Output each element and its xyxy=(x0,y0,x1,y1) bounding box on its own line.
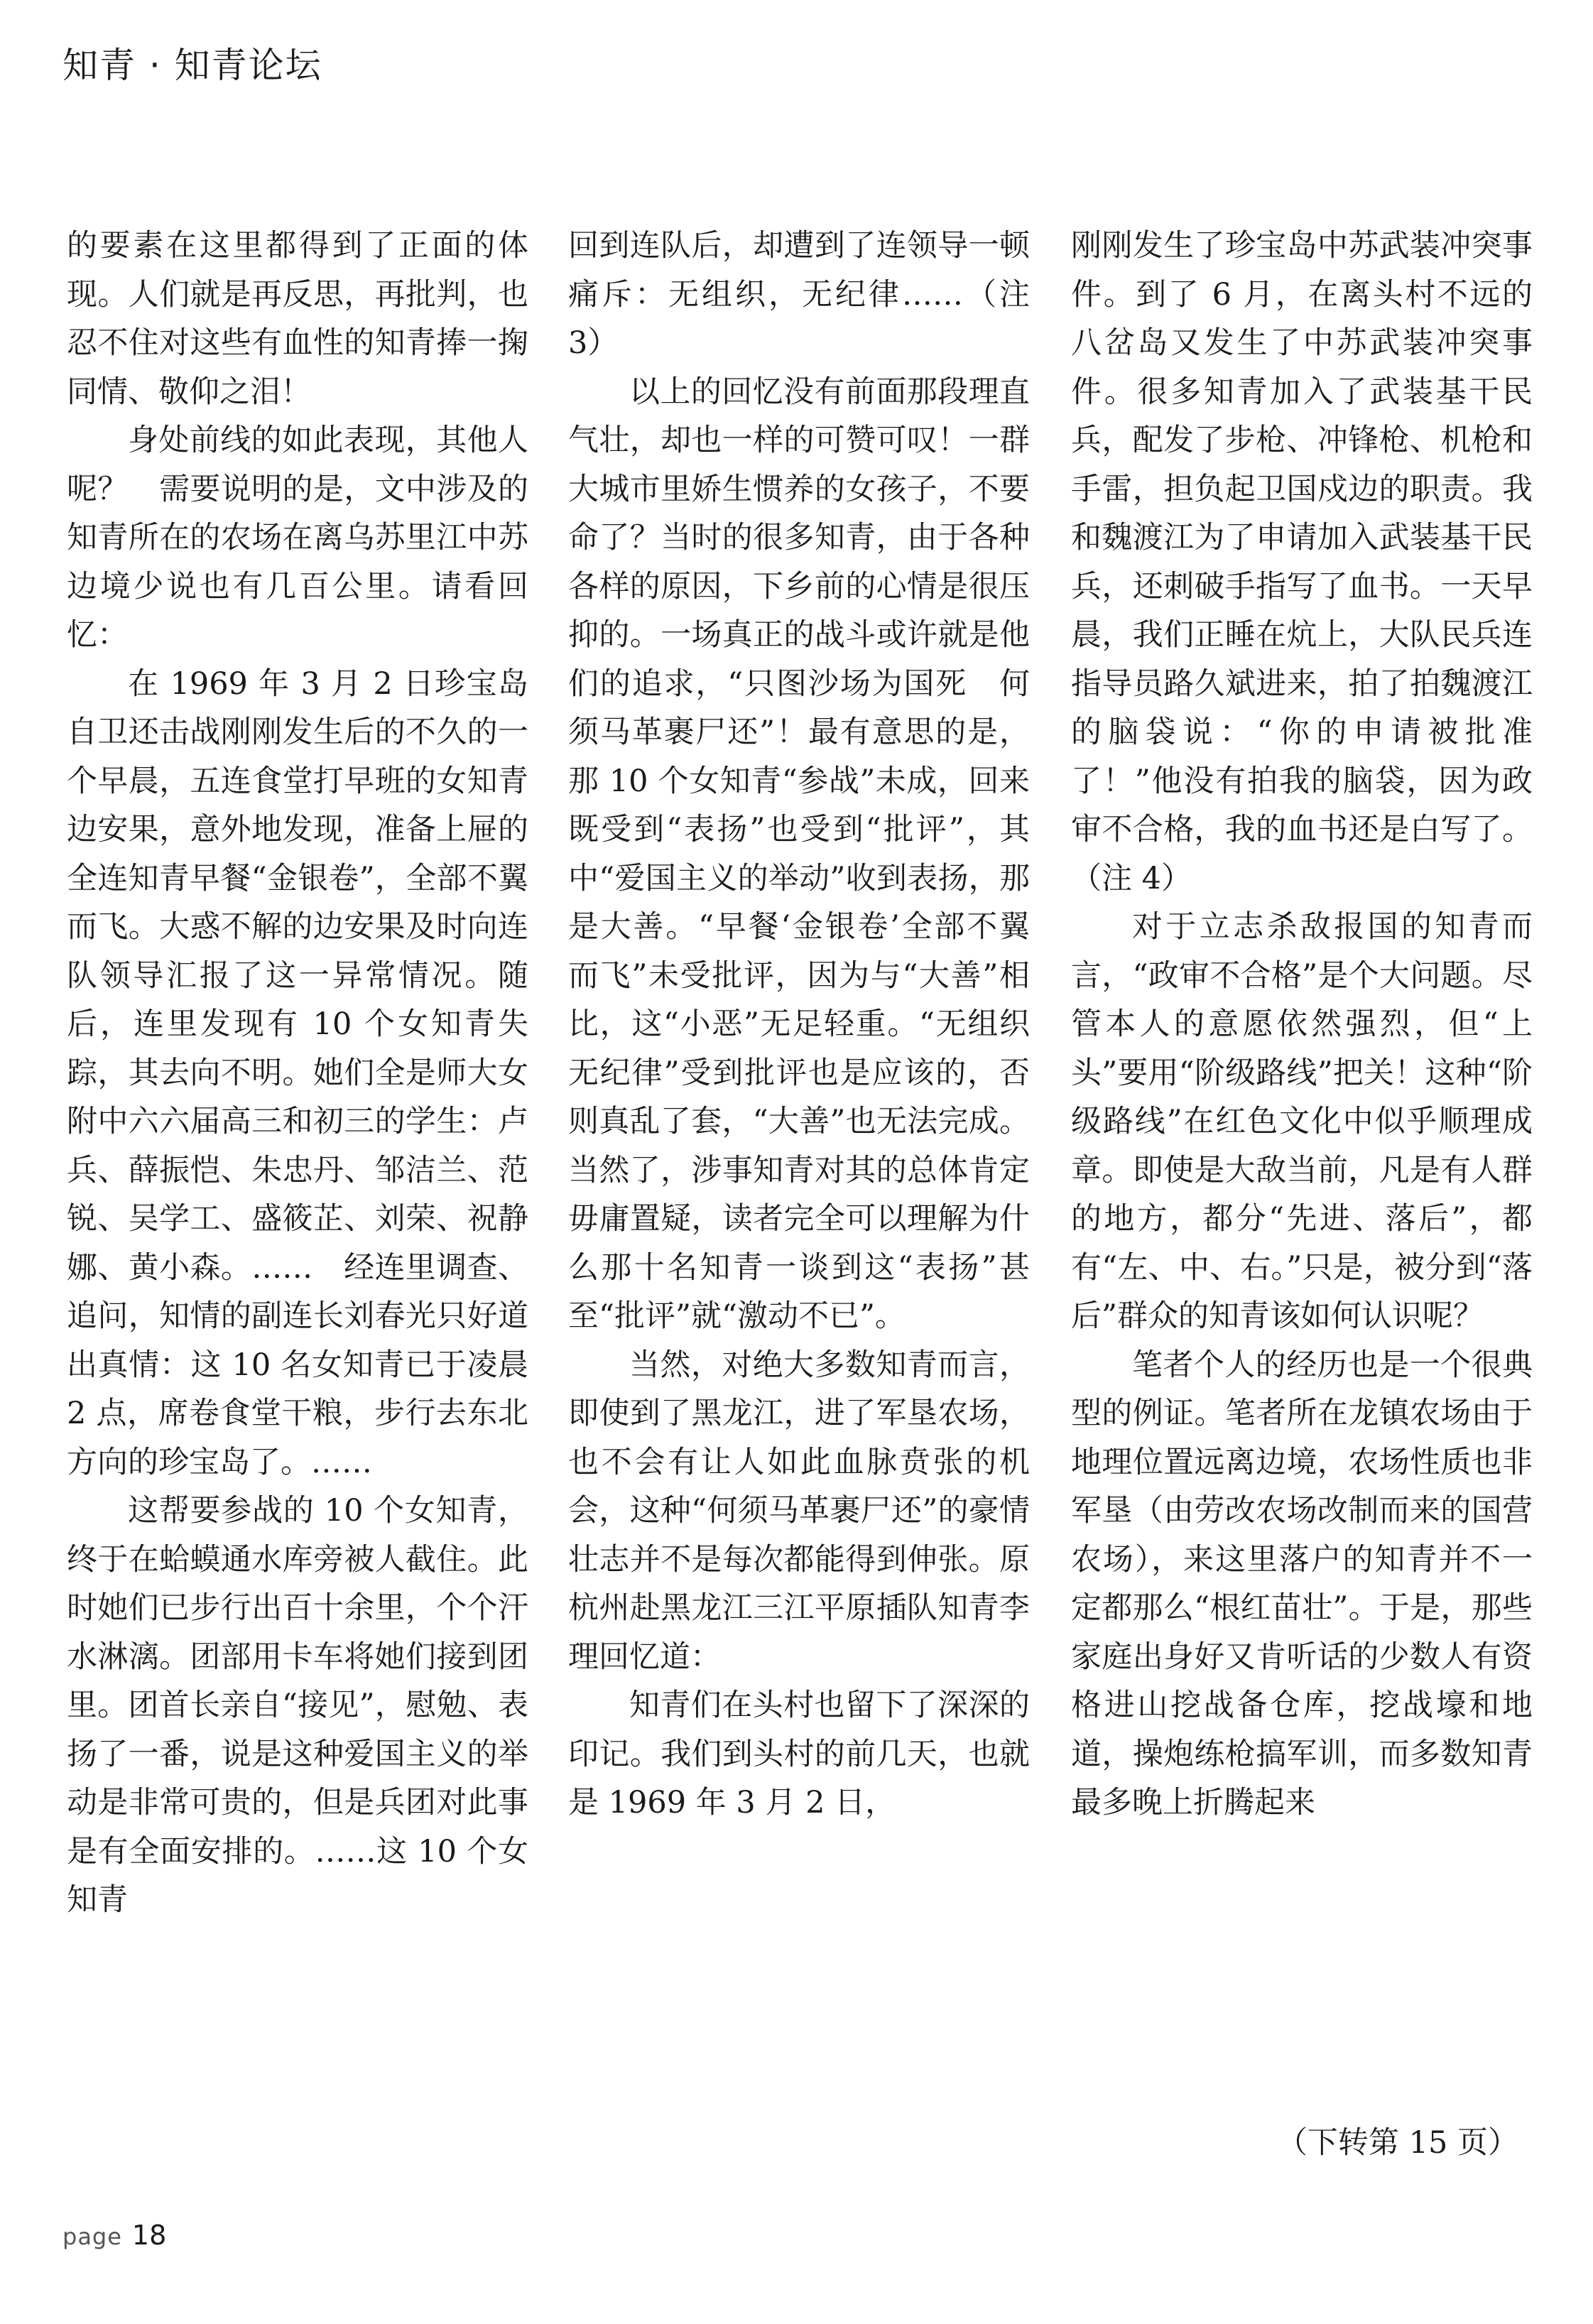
paragraph: 的要素在这里都得到了正面的体现。人们就是再反思，再批判，也忍不住对这些有血性的知青捧一掬同情、敬仰之泪！ xyxy=(67,228,528,410)
text-column-2 xyxy=(568,222,1030,2125)
paragraph: 回到连队后，却遭到了连领导一顿痛斥：无组织，无纪律……（注 3） xyxy=(568,228,1030,361)
paragraph: 刚刚发生了珍宝岛中苏武装冲突事件。到了 6 月，在离头村不远的八岔岛又发生了中苏武装冲突事件。很多知青加入了武装基干民兵，配发了步枪、冲锋枪、机枪和手雷，担负起卫国戍边的职责。我和魏渡江为了申请加入武装基干民兵，还刺破手指写了血书。一天早晨，我们正睡在炕上，大队民兵连指导员路久斌进来，拍了拍魏渡江的脑袋说：“你的申请被批准了！”他没有拍我的脑袋，因为政审不合格，我的血书还是白写了。（注 4） xyxy=(1071,228,1533,896)
text-column-3 xyxy=(1071,222,1533,2125)
paragraph: 在 1969 年 3 月 2 日珍宝岛自卫还击战刚刚发生后的不久的一个早晨，五连食堂打早班的女知青边安果，意外地发现，准备上屉的全连知青早餐“金银卷”，全部不翼而飞。大惑不解的边安果及时向连队领导汇报了这一异常情况。随后，连里发现有 10 个女知青失踪，其去向不明。她们全是师大女附中六六届高三和初三的学生：卢兵、薛振恺、朱忠丹、邹洁兰、范锐、吴学工、盛筱芷、刘荣、祝静娜、黄小森。…… 经连里调查、追问，知情的副连长刘春光只好道出真情：这 10 名女知青已于凌晨 2 点，席卷食堂干粮，步行去东北方向的珍宝岛了。…… xyxy=(67,666,528,1480)
paragraph: 笔者个人的经历也是一个很典型的例证。笔者所在龙镇农场由于地理位置远离边境，农场性质也非军垦（由劳改农场改制而来的国营农场），来这里落户的知青并不一定都那么“根红苗壮”。于是，那些家庭出身好又肯听话的少数人有资格进山挖战备仓库，挖战壕和地道，操炮练枪搞军训，而多数知青最多晚上折腾起来 xyxy=(1071,1347,1533,1820)
paragraph: 知青们在头村也留下了深深的印记。我们到头村的前几天，也就是 1969 年 3 月 2 日， xyxy=(568,1688,1030,1820)
paragraph: 对于立志杀敌报国的知青而言，“政审不合格”是个大问题。尽管本人的意愿依然强烈，但“上头”要用“阶级路线”把关！这种“阶级路线”在红色文化中似乎顺理成章。即使是大敌当前，凡是有人群的地方，都分“先进、落后”，都有“左、中、右。”只是，被分到“落后”群众的知青该如何认识呢？ xyxy=(1071,909,1533,1334)
paragraph: 以上的回忆没有前面那段理直气壮，却也一样的可赞可叹！一群大城市里娇生惯养的女孩子，不要命了？当时的很多知青，由于各种各样的原因，下乡前的心情是很压抑的。一场真正的战斗或许就是他们的追求，“只图沙场为国死 何须马革裹尸还”！最有意思的是，那 10 个女知青“参战”未成，回来既受到“表扬”也受到“批评”，其中“爱国主义的举动”收到表扬，那是大善。“早餐‘金银卷’全部不翼而飞”未受批评，因为与“大善”相比，这“小恶”无足轻重。“无组织无纪律”受到批评也是应该的，否则真乱了套，“大善”也无法完成。当然了，涉事知青对其的总体肯定毋庸置疑，读者完全可以理解为什么那十名知青一谈到这“表扬”甚至“批评”就“激动不已”。 xyxy=(568,374,1030,1334)
continuation-note: （下转第 15 页） xyxy=(1276,2125,1518,2161)
paragraph: 身处前线的如此表现，其他人呢？ 需要说明的是，文中涉及的知青所在的农场在离乌苏里江中苏边境少说也有几百公里。请看回忆： xyxy=(67,423,528,653)
page-number: 18 xyxy=(131,2220,167,2251)
paragraph: 当然，对绝大多数知青而言，即使到了黑龙江，进了军垦农场，也不会有让人如此血脉贲张的机会，这种“何须马革裹尸还”的豪情壮志并不是每次都能得到伸张。原杭州赴黑龙江三江平原插队知青李理回忆道： xyxy=(568,1347,1030,1675)
section-title: 知青 · 知青论坛 xyxy=(62,45,322,86)
text-column-1 xyxy=(67,222,528,2125)
page-footer xyxy=(62,2220,166,2251)
page-label: page xyxy=(62,2223,122,2250)
paragraph: 这帮要参战的 10 个女知青，终于在蛤蟆通水库旁被人截住。此时她们已步行出百十余里，个个汗水淋漓。团部用卡车将她们接到团里。团首长亲自“接见”，慰勉、表扬了一番，说是这种爱国主义的举动是非常可贵的，但是兵团对此事是有全面安排的。……这 10 个女知青 xyxy=(67,1493,528,1918)
